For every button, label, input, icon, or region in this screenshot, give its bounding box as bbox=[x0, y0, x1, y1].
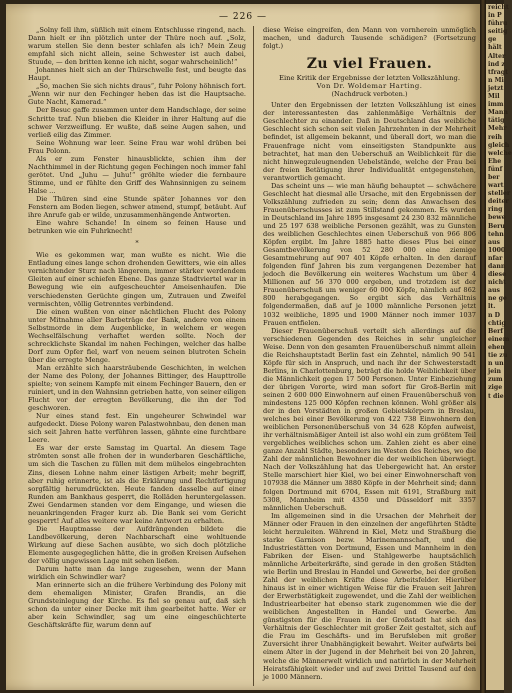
next-page-fragment: Mann bbox=[488, 109, 508, 117]
next-page-fragment: tfragt bbox=[488, 68, 508, 76]
next-page-fragment: Berf bbox=[488, 327, 504, 335]
next-page-fragment: zum bbox=[488, 376, 503, 384]
next-page-fragment: hält bbox=[488, 44, 502, 52]
next-page-fragment: jein bbox=[488, 368, 502, 376]
body-paragraph: Man erzählte sich haarsträubende Geschichten, in welchen der Name des Polony, der Johannes Bittinger, des Haupttrolle spielte; von seinem Kampfe mit einem Fechinger Bauern, den er ruiniert, und in den Wahnsinn getrieben hatte, von seiner eiligen Flucht vor der erregten Bevölkerung, die ihn der Tod geschworen. bbox=[28, 363, 246, 413]
next-page-fragment: aus bbox=[488, 287, 500, 295]
next-page-fragment: ber bbox=[488, 173, 500, 181]
next-page-fragment: deiter bbox=[488, 198, 509, 206]
next-page-fragment: welche bbox=[488, 149, 512, 157]
body-paragraph: Die einen wußten von einer nächtlichen Flucht des Polony unter Mitnahme aller Barbeträge der Bank, andere von einem Selbstmorde in dem Augenblicke, in welchem er wegen Wechselfälschung verhaftet werden sollte. Noch der schrecklichste Skandal im nahen Fechingen, welcher das halbe Dorf zum Opfer fiel, warf von neuem seinen blutroten Schein über die erregte Menge. bbox=[28, 307, 246, 364]
story-continuation: diese Weise eingreifen, den Mann von vornherein unmöglich machen, und dadurch Tausende schädigen? (Fortsetzung folgt.) bbox=[263, 26, 476, 51]
body-paragraph: Seine Wohnung war leer. Seine Frau war wohl drüben bei Frau Polonn. bbox=[28, 138, 246, 155]
next-page-fragment: steller bbox=[488, 190, 511, 198]
reprint-note: (Nachdruck verboten.) bbox=[331, 90, 408, 99]
next-page-fragment: dann bbox=[488, 263, 506, 270]
next-page-fragment: reih bbox=[488, 133, 503, 141]
body-paragraph: Im allgemeinen sind in die Ursachen der Mehrheit der Männer oder Frauen in den einzelnen der angeführten Städte leicht herzuleiten. Während in Kiel, Metz und Straßburg die starke Garnison bezw. Marinemannschaft, und die Industriestätten von Dortmund, Essen und Mannheim in den Fabriken der Eisen- und Stahlgewerbe hauptsächlich männliche Arbeiterkräfte, sind gerade in den großen Städten wie Berlin und Breslau in Handel und Gewerbe, bei der großen Zahl der weiblichen Kräfte diese Arbeitsfelder. Hierüber hinaus ist in einer wichtigen Weise für die Frauen seit Jahren der Erwerbstätigkeit zugewendet, und die Zahl der weiblichen Industriearbeiter hat ebenso stark zugenommen wie die der weiblichen Angestellten in Handel und Gewerbe. Am günstigsten für die Frauen in der Großstadt hat sich das Verhältnis der Geschlechter mit großer Zeit gestaltet, sich auf die Frau im Geschäfts- und im Berufsleben mit großer Zuversicht ihrer Unabhängigkeit bewahrt. Weiter aufwärts bei einem Alter in der Jugend in der Mehrheit bei von 20 Jahren, welche die Männerwelt wirklich und natürlich in der Mehrheit Heiratsfähigkeit wieder und auf zwei Drittel Tausend auf den je 1000 Männern. bbox=[263, 511, 476, 681]
next-page-fragment: n D bbox=[488, 311, 501, 319]
next-page-fragment: tie zu bbox=[488, 352, 508, 360]
next-page-fragment: Mehr bbox=[488, 125, 507, 133]
left-column bbox=[28, 26, 246, 629]
next-page-fragment: jetzt bbox=[488, 84, 504, 92]
next-page-fragment: führu bbox=[488, 20, 508, 28]
next-page-fragment: ge bbox=[488, 36, 497, 44]
body-paragraph: Johannes hielt sich an der Thürschwelle fest, und beugte das Haupt. bbox=[28, 66, 246, 83]
next-page-fragment: seitig bbox=[488, 28, 508, 36]
article-subtitle: Eine Kritik der Ergebnisse der letzten Volkszählung. bbox=[278, 74, 460, 83]
article-author: Von Dr. Woldemar Harting. bbox=[316, 82, 423, 91]
next-page-fragment: wart bbox=[488, 182, 504, 190]
next-page-fragment: ind z bbox=[488, 60, 505, 68]
next-page-fragment: aus bbox=[488, 238, 500, 246]
body-paragraph: Die Hauptmasse der Aufdrängenden bildete die Landbevölkerung, deren Nachbarschaft eine wohltuende Wirkung auf diese Sachen ausübte, wo sich doch plötzliche Elemente ausgegeglichen hätte, die in großen Kreisen Aufsehen der völlig ungewissen Lage mit sehen ließen. bbox=[28, 524, 246, 566]
article-title: Zu viel Frauen. bbox=[306, 56, 433, 73]
next-page-fragment: einem bbox=[488, 335, 510, 343]
body-paragraph: Der Besuc gaffe zusammen unter dem Handschlage, der seine Schritte traf. Nun blieben die Kleider in ihrer Haltung auf die schwer Verzweiflung. Er wußte, daß seine Augen sahen, und verließ eilig das Zimmer. bbox=[28, 106, 246, 139]
next-page-fragment: chtig bbox=[488, 319, 506, 327]
body-paragraph: Nur eines stand fest. Ein ungeheurer Schwindel war aufgedeckt. Diese Polony waren Palastwohnbau, den denen man sich seit Jahren hatte verführen lassen, gähnte eine furchtbare Leere. bbox=[28, 412, 246, 445]
next-page-fragment: ne ge bbox=[488, 295, 507, 303]
body-paragraph: „Solny fell ihm, süßlich mit einem Entschlusse ringend, nach. Dann hielt er ihn plötzlich unter der Thüre noch auf. „Solz, warum stellen Sie denn bester schlafen als ich? Mein Zeug empfahl sich nicht allein, seine Schwester ist auch dabei, Stuude, — den britten kenne ich nicht, sogar wahrscheinlich!“ bbox=[28, 26, 246, 67]
next-page-edge bbox=[486, 4, 512, 690]
body-paragraph: „So, machen Sie sich nichts draus“, fuhr Polony höhnisch fort. „Wenn wir nur den Fechinger heben das ist die Hauptsache. Gute Nacht, Kamerad.“ bbox=[28, 82, 246, 107]
page-number: — 226 — bbox=[219, 12, 267, 22]
body-paragraph: Darum hatte man da lange zugesehen, wenn der Mann wirklich ein Schwindler war? bbox=[28, 565, 246, 582]
next-page-fragment: Alter bbox=[488, 52, 506, 60]
body-paragraph: Es war der erste Samstag im Quartal. An diesem Tage strömten sonst alle frohen der in wunderbaren Geschäftliche, um sich die Taschen zu füllen mit dem mühelos eingebrachten Zins, diesen Lohne nahm einer lästigen Arbeit; mehr begriff, aber ruhig erinnerte, ist als die Erklärung und Rechtfertigung sorgfältig herumdrückten. Heute fanden dasselbe auf einer Runden am Bankhaus gesperrt, die Rolläden heruntergelassen. Zwei Gendarmen standen vor dem Eingange, und wiesen die neuankringenden Frager kurz ab. Die Bank sei vom Gericht gesperrt! Auf alles weitere war keine Antwort zu erhalten. bbox=[28, 444, 246, 525]
book-page bbox=[6, 4, 480, 690]
next-page-fragment: imm bbox=[488, 101, 504, 109]
next-page-fragment: zige bbox=[488, 384, 503, 392]
next-page-fragment: bewe bbox=[488, 214, 506, 222]
body-paragraph: Man erinnerte sich an die frühere Verbindung des Polony mit dem ehemaligen Minister, Grafen Brandis, an die Grundsteinlegung der Kirche. Es fiel so genau auf, daß sich schon da unter einer Decke mit ihm gearbeitet hatte. Wer er aber kein Schwindler, sag um eine eingeschüchterte Geschäftskräfte für, warum denn auf bbox=[28, 581, 246, 630]
next-page-fragment: tehn bbox=[488, 230, 504, 238]
next-page-fragment: reicht bbox=[488, 4, 509, 11]
body-paragraph: Das scheint uns — wie man häufig behauptet — schwächere Geschlecht hat diesmal alle Ursache, mit den Ergebnissen der Volkszählung zufrieden zu sein; denn das Anwachsen des Frauenüberschusses ist zum Stillstand gekommen. Es wurden in Deutschland im Jahre 1895 insgesamt 24 230 832 männliche und 25 197 638 weibliche Personen gezählt, was zu Gunsten des weiblichen Geschlechtes einen Ueberschuß von 966 806 Köpfen ergibt. Im Jahre 1885 hatte dieses Plus bei einer Gesamtbevölkerung von 52 280 000 eine ziemige Gesamtmehrung auf 907 401 Köpfe erhalten. In den darauf folgenden fünf Jahren bis zum vergangenen Dezember hat jedoch die Bevölkerung ein weiteres Wachstum um über 4 Millionen auf 56 370 000 ergeben, und trotzdem ist der Frauenüberschuß um weniger 60 000 Köpfe, nämlich auf 862 800 herabgegangen. So ergibt sich das Verhältnis folgendermaßen, daß auf je 1000 männliche Personen jetzt 1032 weibliche, 1895 und 1900 Männer noch immer 1037 Frauen entfielen. bbox=[263, 181, 476, 327]
next-page-fragment: lt. bbox=[488, 303, 496, 311]
next-page-fragment: in P bbox=[488, 12, 502, 20]
column-divider bbox=[253, 26, 254, 686]
body-paragraph: Dieser Frauenüberschuß verteilt sich allerdings auf die verschiedenen Gegenden des Reiches in sehr ungleicher Weise. Denn von den gesamten Frauenüberschuß nimmt allein die Reichshauptstadt Berlin fast ein Zehntel, nämlich 90 541 Köpfe für sich in Anspruch, und nach ihr der Schwesterstadt Berlins, in Charlottenburg, beträgt die holde Weiblichkeit über die Männlichkeit gegen 17 500 Personen. Unter Einbeziehung der übrigen Vororte, wird man sofort für Groß-Berlin mit seinen 2 600 000 Einwohnern auf einen Frauenüberschuß von mindestens 125 000 Köpfen rechnen können. Wohl größer als der in den Vorstädten in großen Gebietskörpern in Breslau, welches bei einer Bevölkerung von 422 738 Einwohnern den weiblichen Personenüberschuß von 34 628 Köpfen aufweist, ihr verhältnismäßiger Anteil ist also wohl ein zum größtem Teil vergebliches weibliches schon um. Zahlen zieht es aber eine ganze Anzahl Städte, besonders im Westen des Reiches, wo die Zahl der männlichen Bewohner die der weiblichen überwiegt. Nach der Volkszählung hat das Uebergewicht hat. An erster Stelle marschiert hier Kiel, wo bei einer Einwohnerschaft von 107938 die Männer um 3880 Köpfe in der Mehrheit sind; dann folgen Dortmund mit 6704, Essen mit 6191, Straßburg mit 5308, Mannheim mit 4350 und Düsseldorf mit 3357 männlichen Ueberschuß. bbox=[263, 326, 476, 512]
next-page-fragment: 1000 bbox=[488, 246, 506, 254]
body-paragraph: Wie es gekommen war, man wußte es nicht. Wie die Entladung eines lange schon drohenden Gewitters, wie ein alles vernichtender Sturz nach längerem, immer stärker werdendem Gleiten auf einer schiefen Ebene. Das ganze Stadtviertel war in Bewegung wie ein aufgescheuchter Ameisenhaufen. Die verschiedensten Gerüchte gingen um, Zutrauen und Zweifel vermischten, völlig Getrenntes verbindend. bbox=[28, 251, 246, 308]
next-page-fragment: nfar bbox=[488, 254, 503, 262]
body-paragraph: Die Thüren sind eine Stunde später Johannes vor den Fenstern am Boden liegen, schwer atmend, stumpf, betäubt. Auf ihre Anrufe gab er wilde, unzusammenhängende Antworten. bbox=[28, 194, 246, 220]
next-page-fragment: n Mi bbox=[488, 76, 504, 84]
next-page-fragment: tätig bbox=[488, 117, 505, 125]
next-page-fragment: Mil bbox=[488, 93, 500, 101]
body-paragraph: Eine wahre Schande! In einem so feinen Hause und betrunken wie ein Fuhrknecht! bbox=[28, 219, 246, 236]
next-page-fragment: gleich bbox=[488, 141, 510, 149]
next-page-fragment: Beru bbox=[488, 222, 505, 230]
body-paragraph: Als er zum Fenster hinausblickte, schien ihm der Nachthimmel in der Richtung gegen Fechingen noch immer fahl gerötet. Und „Juhu — Juhu!“ gröhlte wieder die fernbaure Stimme, und er fühlte den Griff des Wahnsinnigen zu seinem Halse ... bbox=[28, 154, 246, 195]
next-page-fragment: Ehe bbox=[488, 157, 502, 165]
next-page-fragment: nicht bbox=[488, 279, 506, 287]
next-page-fragment: ehen bbox=[488, 343, 505, 351]
next-page-fragment: diese bbox=[488, 271, 507, 279]
next-page-fragment: n un bbox=[488, 360, 504, 368]
section-mark: * bbox=[135, 239, 139, 248]
body-paragraph: Unter den Ergebnissen der letzten Volkszählung ist eines der interessantesten das zahlenmäßige Verhältnis der Geschlechter zu einander. Daß in Deutschland das weibliche Geschlecht sich schon seit vielen Jahrzehnten in der Mehrheit befindet, ist allgemein bekannt, und überall dort, wo man die Frauenfrage nicht vom einseitigsten Standpunkte aus betrachtet, hat man den Ueberschuß an Weiblichkeit für die nicht hinwegzuleugnenden Uebelstände, welche der Frau bei der freien Betätigung ihrer Individualität entgegenstehen, verantwortlich gemacht. bbox=[263, 101, 476, 182]
next-page-fragment: fünf bbox=[488, 165, 503, 173]
next-page-fragment: t die bbox=[488, 392, 504, 400]
right-column bbox=[263, 26, 476, 681]
next-page-fragment: ring bbox=[488, 206, 503, 214]
